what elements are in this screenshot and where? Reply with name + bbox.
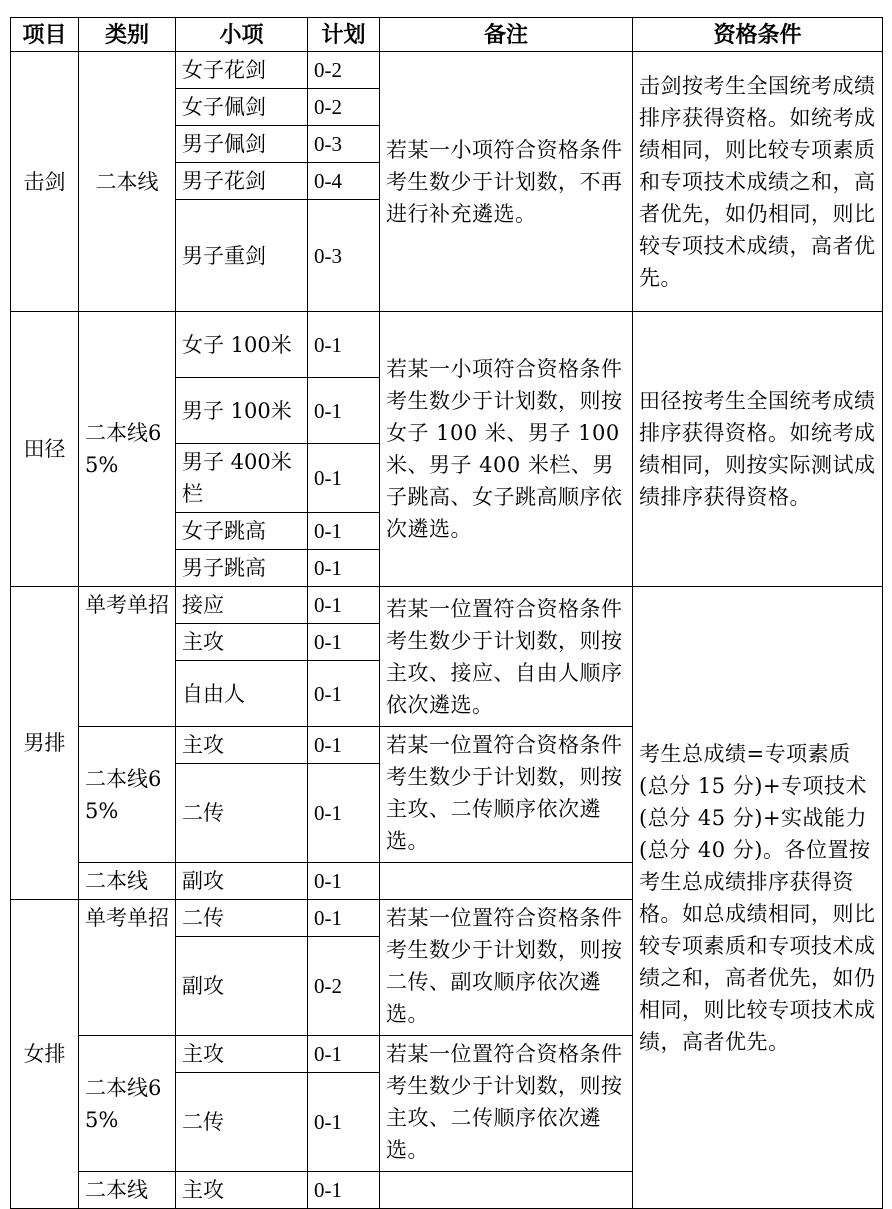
plan-cell: 0-1 [308,900,380,937]
item-cell: 主攻 [176,727,308,764]
admission-plan-table [10,17,882,1202]
plan-cell: 0-1 [308,661,380,727]
table-row [11,587,883,624]
plan-cell: 0-1 [308,727,380,764]
item-cell: 男子花剑 [176,163,308,200]
category-cell: 二本线65% [79,727,176,863]
plan-cell: 0-1 [308,587,380,624]
category-cell: 二本线 [79,863,176,900]
plan-cell: 0-1 [308,513,380,550]
note-cell: 若某一小项符合资格条件考生数少于计划数，不再进行补充遴选。 [380,52,633,312]
project-athletics: 田径 [11,312,79,587]
note-cell: 若某一位置符合资格条件考生数少于计划数，则按主攻、二传顺序依次遴选。 [380,727,633,863]
category-cell: 二本线65% [79,1036,176,1172]
table-row [11,312,883,378]
project-fencing: 击剑 [11,52,79,312]
item-cell: 男子跳高 [176,550,308,587]
item-cell: 主攻 [176,1172,308,1209]
plan-cell: 0-1 [308,1172,380,1209]
plan-cell: 0-1 [308,624,380,661]
category-cell: 二本线 [79,52,176,312]
category-cell: 二本线 [79,1172,176,1209]
header-category: 类别 [79,18,176,52]
item-cell: 男子 400米栏 [176,444,308,513]
plan-cell: 0-2 [308,52,380,89]
item-cell: 接应 [176,587,308,624]
header-qualification: 资格条件 [633,18,883,52]
item-cell: 女子佩剑 [176,89,308,126]
plan-cell: 0-3 [308,200,380,312]
plan-cell: 0-1 [308,444,380,513]
header-project: 项目 [11,18,79,52]
plan-cell: 0-1 [308,1073,380,1172]
header-plan: 计划 [308,18,380,52]
category-cell: 二本线65% [79,312,176,587]
project-volleyball-women: 女排 [11,900,79,1209]
plan-cell: 0-1 [308,312,380,378]
category-cell: 单考单招 [79,587,176,727]
item-cell: 二传 [176,1073,308,1172]
item-cell: 男子重剑 [176,200,308,312]
item-cell: 男子佩剑 [176,126,308,163]
item-cell: 二传 [176,764,308,863]
header-item: 小项 [176,18,308,52]
project-volleyball-men: 男排 [11,587,79,900]
note-cell: 若某一位置符合资格条件考生数少于计划数，则按主攻、二传顺序依次遴选。 [380,1036,633,1172]
plan-cell: 0-2 [308,89,380,126]
item-cell: 二传 [176,900,308,937]
qualification-cell: 田径按考生全国统考成绩排序获得资格。如统考成绩相同，则按实际测试成绩排序获得资格。 [633,312,883,587]
item-cell: 副攻 [176,937,308,1036]
note-cell: 若某一位置符合资格条件考生数少于计划数，则按二传、副攻顺序依次遴选。 [380,900,633,1036]
plan-cell: 0-1 [308,863,380,900]
plan-cell: 0-1 [308,550,380,587]
item-cell: 自由人 [176,661,308,727]
item-cell: 女子花剑 [176,52,308,89]
header-note: 备注 [380,18,633,52]
item-cell: 女子 100米 [176,312,308,378]
note-cell-empty [380,863,633,900]
plan-cell: 0-1 [308,764,380,863]
note-cell: 若某一位置符合资格条件考生数少于计划数，则按主攻、接应、自由人顺序依次遴选。 [380,587,633,727]
plan-cell: 0-2 [308,937,380,1036]
plan-cell: 0-3 [308,126,380,163]
qualification-cell: 考生总成绩=专项素质(总分 15 分)+专项技术(总分 45 分)+实战能力(总分 40 分)。各位置按考生总成绩排序获得资格。如总成绩相同，则比较专项素质和专项技术成绩之和，高者优先，如仍相同，则比较专项技术成绩，高者优先。 [633,587,883,1209]
plan-cell: 0-1 [308,1036,380,1073]
header-row [11,18,883,52]
qualification-cell: 击剑按考生全国统考成绩排序获得资格。如统考成绩相同，则比较专项素质和专项技术成绩之和，高者优先，如仍相同，则比较专项技术成绩，高者优先。 [633,52,883,312]
item-cell: 女子跳高 [176,513,308,550]
item-cell: 男子 100米 [176,378,308,444]
note-cell: 若某一小项符合资格条件考生数少于计划数，则按女子 100 米、男子 100 米、男子 400 米栏、男子跳高、女子跳高顺序依次遴选。 [380,312,633,587]
table-row [11,52,883,89]
category-cell: 单考单招 [79,900,176,1036]
note-cell-empty [380,1172,633,1209]
item-cell: 主攻 [176,624,308,661]
item-cell: 主攻 [176,1036,308,1073]
item-cell: 副攻 [176,863,308,900]
plan-cell: 0-1 [308,378,380,444]
plan-cell: 0-4 [308,163,380,200]
